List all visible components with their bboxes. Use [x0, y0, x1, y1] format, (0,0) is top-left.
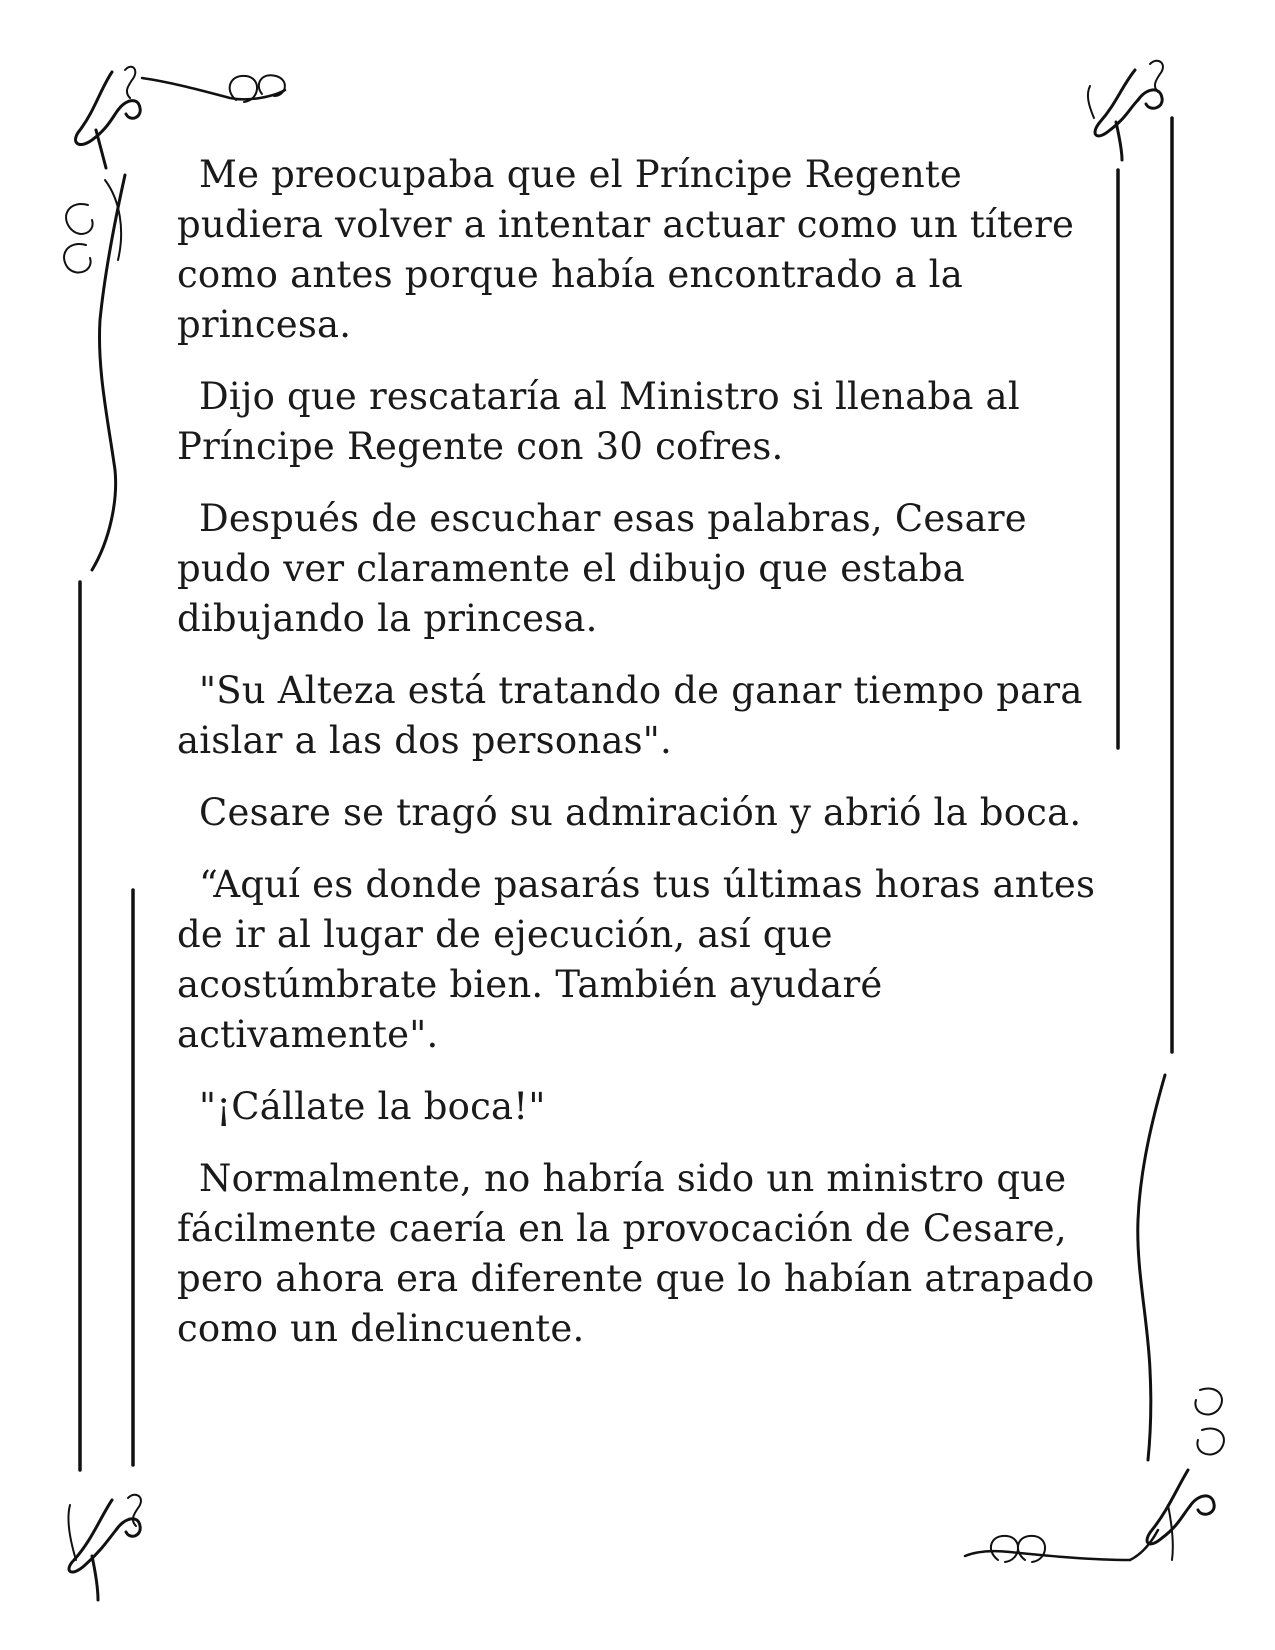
bottom-left-flourish-icon: [68, 1495, 141, 1600]
paragraph: Dijo que rescataría al Ministro si llenaba al Príncipe Regente con 30 cofres.: [177, 375, 1020, 468]
paragraph: "¡Cállate la boca!": [199, 1085, 546, 1128]
story-text: [177, 150, 1097, 1376]
paragraph: "Su Alteza está tratando de ganar tiempo para aislar a las dos personas".: [177, 669, 1083, 762]
top-right-flourish-icon: [1088, 61, 1163, 160]
paragraph: Después de escuchar esas palabras, Cesare pudo ver claramente el dibujo que estaba dibujando la princesa.: [177, 497, 1027, 640]
paragraph: Me preocupaba que el Príncipe Regente pudiera volver a intentar actuar como un títere como antes porque había encontrado a la princesa.: [177, 153, 1075, 346]
paragraph: “Aquí es donde pasarás tus últimas horas antes de ir al lugar de ejecución, así que acostúmbrate bien. También ayudaré activamente".: [177, 863, 1096, 1056]
paragraph: Normalmente, no habría sido un ministro que fácilmente caería en la provocación de Cesare, pero ahora era diferente que lo habían atrapado como un delincuente.: [177, 1157, 1095, 1350]
paragraph: Cesare se tragó su admiración y abrió la boca.: [199, 791, 1082, 834]
